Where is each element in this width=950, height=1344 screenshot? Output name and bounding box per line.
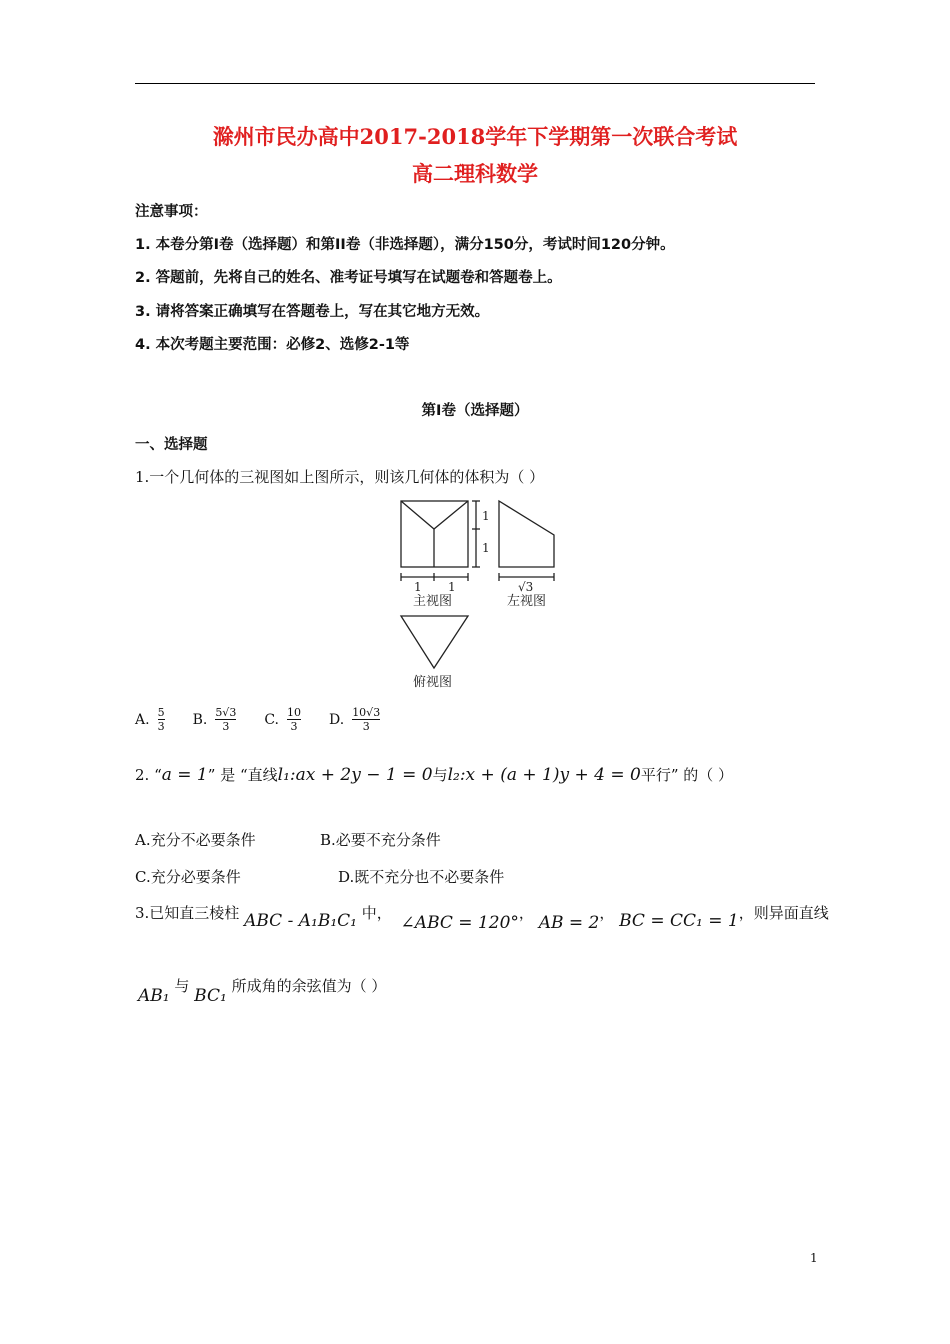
top-view-label: 俯视图 [413, 675, 453, 690]
header-rule [135, 83, 815, 84]
q2-option-b[interactable]: B.必要不充分条件 [320, 831, 441, 849]
question-3-text-continued: AB₁ 与 BC₁ 所成角的余弦值为（ ） [138, 977, 387, 1006]
dim-label-height-bottom: 1 [482, 541, 490, 555]
question-1-options [135, 706, 408, 733]
part-title: 一、选择题 [135, 437, 208, 453]
side-view-label: 左视图 [507, 594, 547, 609]
front-view-apex-lines [401, 501, 468, 529]
volume-title: 第I卷（选择题） [421, 403, 529, 419]
dim-label-width-right: 1 [448, 580, 456, 594]
notice-item-4: 4. 本次考题主要范围：必修2、选修2-1等 [135, 337, 410, 353]
top-view-outline [401, 616, 468, 668]
notice-item-1: 1. 本卷分第I卷（选择题）和第II卷（非选择题），满分150分，考试时间120分钟。 [135, 237, 675, 253]
question-3-text: 3.已知直三棱柱 ABC - A₁B₁C₁ 中， ∠ABC = 120°， AB = 2， BC = CC₁ = 1，则异面直线 [135, 904, 829, 933]
exam-subtitle: 高二理科数学 [412, 161, 538, 186]
three-view-figure [390, 492, 570, 692]
notice-item-3: 3. 请将答案正确填写在答题卷上，写在其它地方无效。 [135, 304, 490, 320]
option-a[interactable]: A. $\frac{5}{3}$ [135, 706, 165, 733]
q2-option-c[interactable]: C.充分必要条件 [135, 868, 241, 886]
dim-label-width-left: 1 [414, 580, 422, 594]
page-number: 1 [810, 1251, 818, 1265]
question-2-text: 2. “a = 1” 是 “直线l₁:ax + 2y − 1 = 0与l₂:x + (a + 1)y + 4 = 0平行” 的（ ） [135, 765, 734, 785]
q2-option-d[interactable]: D.既不充分也不必要条件 [338, 868, 505, 886]
q2-option-a[interactable]: A.充分不必要条件 [135, 831, 256, 849]
notice-heading: 注意事项： [135, 204, 208, 220]
front-view-label: 主视图 [413, 594, 453, 609]
notice-item-2: 2. 答题前，先将自己的姓名、准考证号填写在试题卷和答题卷上。 [135, 270, 562, 286]
side-view-outline [499, 501, 554, 567]
dim-label-sqrt3: √3 [518, 580, 534, 594]
dim-label-height-top: 1 [482, 509, 490, 523]
option-d[interactable]: D. $\frac{10√3}{3}$ [329, 706, 381, 733]
exam-title: 滁州市民办高中2017-2018学年下学期第一次联合考试 [212, 124, 738, 149]
option-b[interactable]: B. $\frac{5√3}{3}$ [192, 706, 237, 733]
option-c[interactable]: C. $\frac{10}{3}$ [264, 706, 301, 733]
question-1-text: 1.一个几何体的三视图如上图所示，则该几何体的体积为（ ） [135, 468, 545, 486]
